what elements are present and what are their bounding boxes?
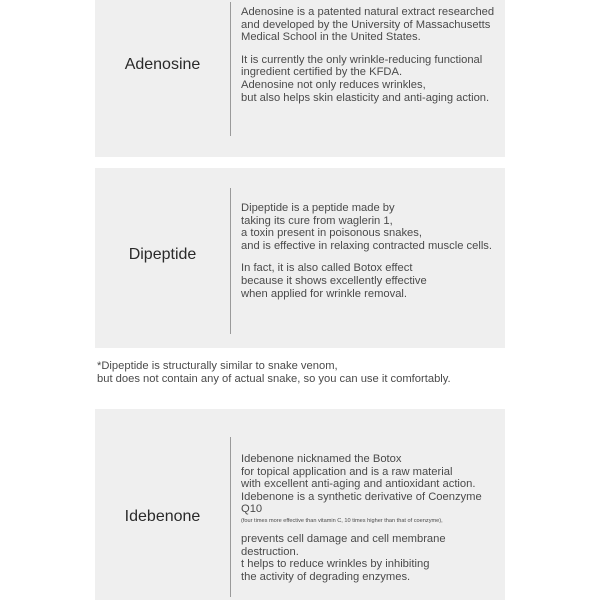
ingredient-card-adenosine — [95, 0, 505, 157]
footnote: *Dipeptide is structurally similar to snake venom, but does not contain any of actual snake, so you can use it comfortably. — [97, 360, 451, 385]
ingredient-card-idebenone — [95, 409, 505, 600]
vertical-divider — [230, 437, 231, 597]
ingredient-name: Idebenone — [124, 508, 201, 525]
description-paragraph: In fact, it is also called Botox effect because it shows excellently effective when applied for wrinkle removal. — [241, 262, 427, 300]
description-paragraph: It is currently the only wrinkle-reducing functional ingredient certified by the KFDA. Adenosine not only reduces wrinkles, but also helps skin elasticity and anti-aging action. — [241, 53, 490, 104]
ingredient-name: Dipeptide — [128, 246, 197, 263]
description-paragraph: Dipeptide is a peptide made by taking its cure from waglerin 1, a toxin present in poisonous snakes, and is effective in relaxing contracted muscle cells. — [241, 202, 493, 252]
small-note: (four times more effective than vitamin C, 10 times higher than that of coenzyme), — [241, 517, 443, 524]
vertical-divider — [230, 188, 231, 334]
description-paragraph: prevents cell damage and cell membrane destruction. t helps to reduce wrinkles by inhibiting the activity of degrading enzymes. — [241, 532, 446, 583]
ingredient-name: Adenosine — [124, 56, 201, 73]
vertical-divider — [230, 2, 231, 136]
ingredient-description — [241, 6, 501, 104]
ingredient-card-dipeptide — [95, 168, 505, 348]
ingredient-description — [241, 453, 501, 583]
ingredient-description — [241, 202, 501, 300]
description-paragraph: Idebenone nicknamed the Botox for topical application and is a raw material with excellent anti-aging and antioxidant action. Idebenone is a synthetic derivative of Coenzyme Q10 — [241, 453, 482, 516]
description-paragraph: Adenosine is a patented natural extract researched and developed by the University of Massachusetts Medical School in the United States. — [241, 6, 495, 44]
